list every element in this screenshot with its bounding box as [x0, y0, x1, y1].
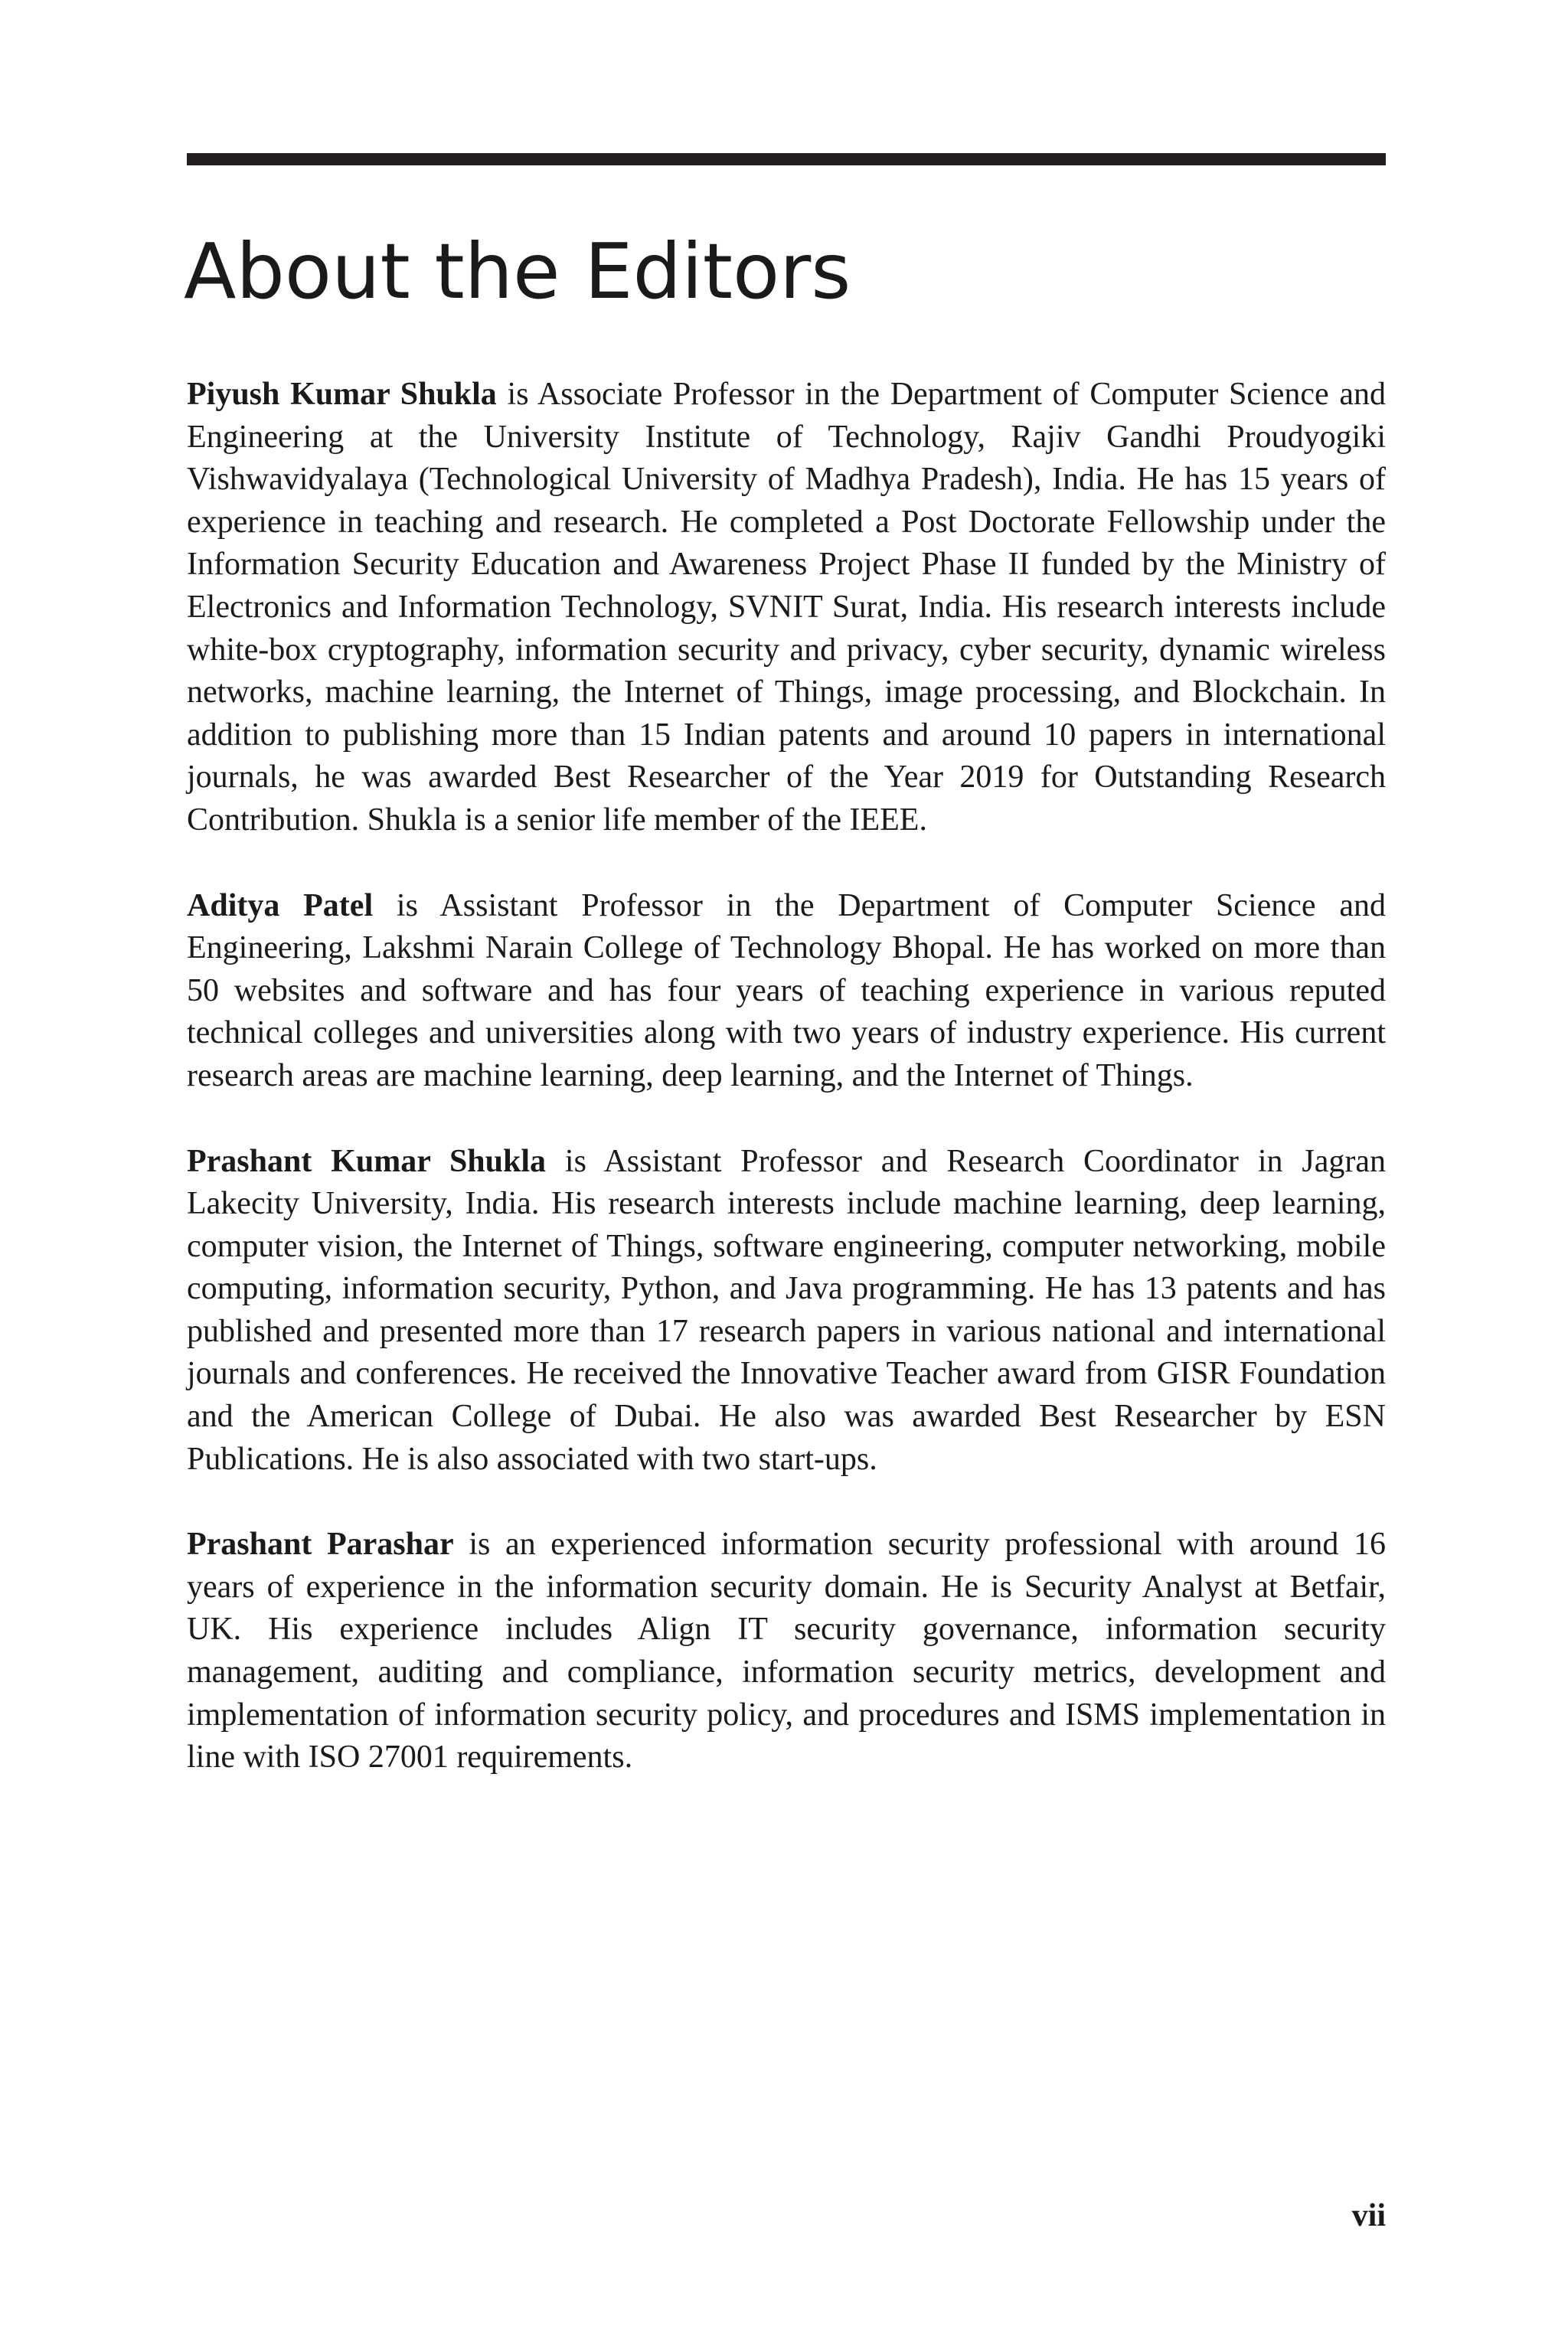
editor-name: Prashant Parashar: [187, 1527, 454, 1563]
editor-bio-aditya-patel: [187, 885, 1386, 1098]
chapter-top-rule: [187, 153, 1386, 165]
editor-bio-text: is Assistant Professor and Research Coordinator in Jagran Lakecity University, India. His research interests include machine learning, deep learning, computer vision, the Internet of Things, software engineering, computer networking, mobile computing, information security, Python, and Java programming. He has 13 patents and has published and presented more than 17 research papers in various national and international journals and conferences. He received the Innovative Teacher award from GISR Foundation and the American College of Dubai. He also was awarded Best Researcher by ESN Publications. He is also associated with two start-ups.: [187, 1143, 1386, 1477]
editor-bio-text: is an experienced information security professional with around 16 years of experience in the information security domain. He is Security Analyst at Betfair, UK. His experience includes Align IT security governance, information security management, auditing and compliance, information security metrics, development and implementation of information security policy, and procedures and ISMS implementation in line with ISO 27001 requirements.: [187, 1527, 1386, 1775]
editor-name: Prashant Kumar Shukla: [187, 1143, 547, 1179]
editor-bio-piyush-kumar-shukla: [187, 374, 1386, 842]
editor-bio-text: is Associate Professor in the Department of Computer Science and Engineering at the University Institute of Technology, Rajiv Gandhi Proudyogiki Vishwavidyalaya (Technological University of Madhya Pradesh), India. He has 15 years of experience in teaching and research. He completed a Post Doctorate Fellowship under the Information Security Education and Awareness Project Phase II funded by the Ministry of Electronics and Information Technology, SVNIT Surat, India. His research interests include white-box cryptography, information security and privacy, cyber security, dynamic wireless networks, machine learning, the Internet of Things, image processing, and Blockchain. In addition to publishing more than 15 Indian patents and around 10 papers in international journals, he was awarded Best Researcher of the Year 2019 for Outstanding Research Contribution. Shukla is a senior life member of the IEEE.: [187, 377, 1386, 838]
editor-bios: [187, 374, 1386, 1822]
editor-bio-prashant-parashar: [187, 1524, 1386, 1779]
editor-name: Aditya Patel: [187, 887, 374, 923]
editor-bio-text: is Assistant Professor in the Department of Computer Science and Engineering, Lakshmi Narain College of Technology Bhopal. He has worked on more than 50 websites and software and has four years of teaching experience in various reputed technical colleges and universities along with two years of industry experience. His current research areas are machine learning, deep learning, and the Internet of Things.: [187, 887, 1386, 1093]
editor-bio-prashant-kumar-shukla: [187, 1141, 1386, 1481]
editor-name: Piyush Kumar Shukla: [187, 377, 497, 412]
page-number: vii: [1351, 2198, 1386, 2233]
page-title: About the Editors: [184, 227, 851, 316]
